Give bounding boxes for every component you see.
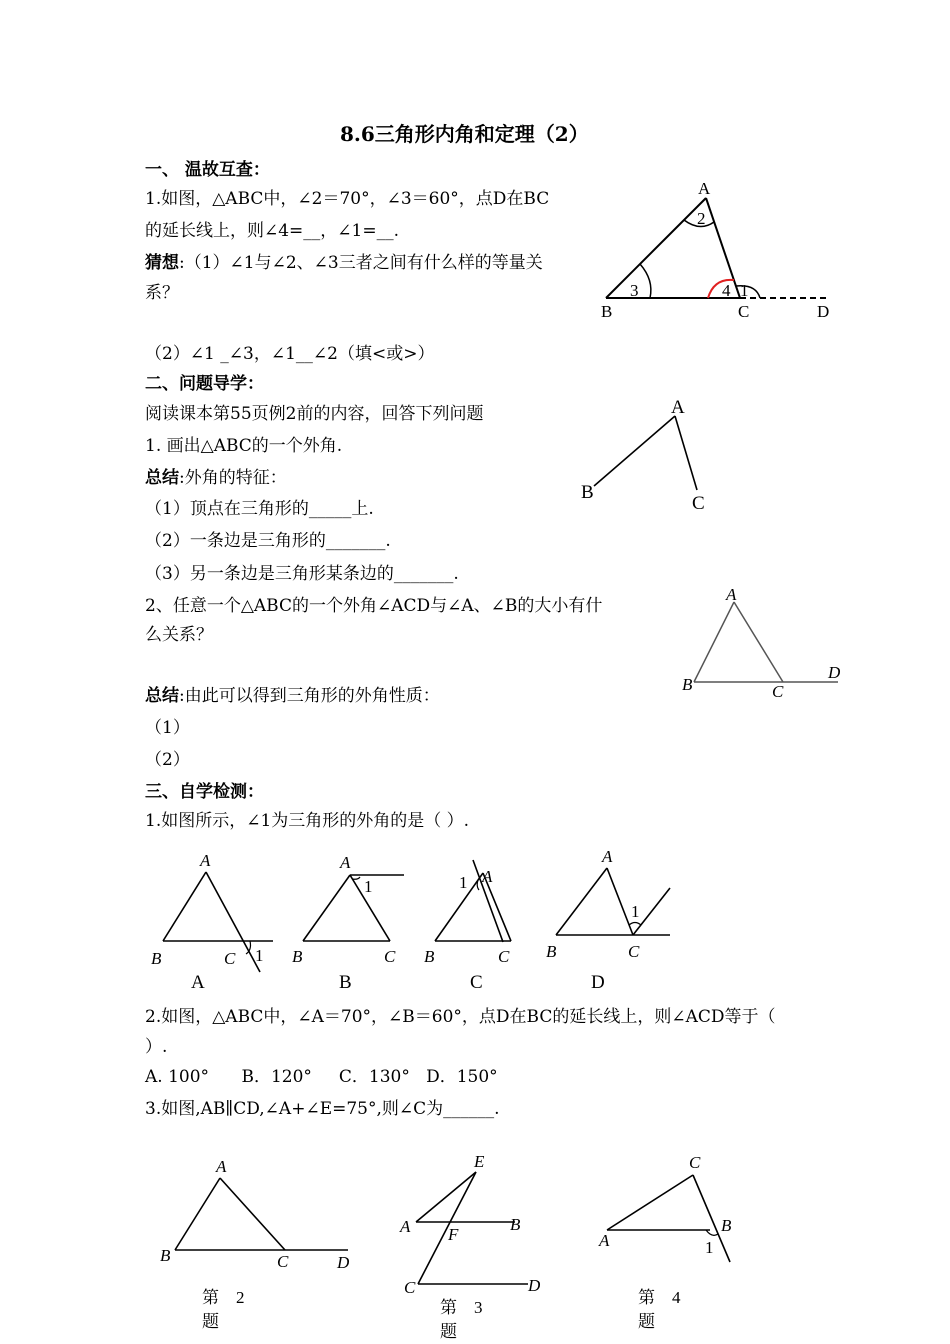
optC-label-C: C xyxy=(498,947,510,966)
summary2-label: 总结 xyxy=(145,686,179,706)
summary-text: :外角的特征： xyxy=(179,468,287,488)
q-fig4-1: 1 xyxy=(705,1238,714,1257)
fig1-angle-2: 2 xyxy=(697,209,706,228)
optC-caption: C xyxy=(470,972,483,993)
optB-label-1: 1 xyxy=(364,877,373,896)
s2-p2: （2） xyxy=(145,750,190,770)
optC-label-1: 1 xyxy=(459,873,468,892)
s1-guess-line2: 系？ xyxy=(145,283,179,303)
fig1-label-A: A xyxy=(698,179,711,198)
optD-caption: D xyxy=(591,972,605,993)
optB-label-C: C xyxy=(384,947,396,966)
s2-s3: （3）另一条边是三角形某条边的_______. xyxy=(145,564,459,584)
summary2-text: :由此可以得到三角形的外角性质： xyxy=(179,686,440,706)
fig1-label-B: B xyxy=(601,302,613,321)
optA-label-C: C xyxy=(224,949,236,968)
q-fig4-caption1: 第 4 xyxy=(638,1288,681,1307)
optD-label-C: C xyxy=(628,942,640,961)
fig-ext-C: C xyxy=(772,682,784,701)
s3-q3: 3.如图,AB∥CD,∠A+∠E=75°,则∠C为______. xyxy=(145,1099,500,1119)
q-fig3-B: B xyxy=(510,1215,521,1234)
optC-label-B: B xyxy=(424,947,435,966)
q-fig3-E: E xyxy=(474,1152,485,1171)
summary-label: 总结 xyxy=(145,468,179,488)
s3-q2-line2: ）. xyxy=(145,1037,168,1057)
q-fig3-A: A xyxy=(400,1217,411,1236)
s3-q2-line1: 2.如图，△ABC中，∠A＝70°，∠B＝60°，点D在BC的延长线上，则∠ACD等于（ xyxy=(145,1007,776,1027)
fig-ext-B: B xyxy=(682,675,693,694)
optA-caption: A xyxy=(191,972,205,993)
s2-q2-line2: 么关系？ xyxy=(145,625,213,645)
q-fig4-caption2: 题 xyxy=(638,1312,655,1331)
guess-text: :（1）∠1与∠2、∠3三者之间有什么样的等量关 xyxy=(179,253,543,273)
s3-q1: 1.如图所示，∠1为三角形的外角的是（ ）. xyxy=(145,811,470,831)
q-fig3-D: D xyxy=(528,1276,541,1295)
fig1-label-D: D xyxy=(817,302,830,321)
q-fig3-F: F xyxy=(448,1225,459,1244)
q-fig4-A: A xyxy=(599,1231,610,1250)
optD-label-A: A xyxy=(602,847,613,866)
page-title: 8.6三角形内角和定理（2） xyxy=(340,122,589,146)
fig-ext-A: A xyxy=(726,585,737,604)
q-fig4-C: C xyxy=(689,1153,701,1172)
s2-p1: （1） xyxy=(145,718,190,738)
optC-label-A: A xyxy=(482,867,493,886)
s2-q1: 1. 画出△ABC的一个外角. xyxy=(145,436,343,456)
fig-bac-A: A xyxy=(671,397,685,418)
fig1-angle-1: 1 xyxy=(740,281,749,300)
q-fig2-B: B xyxy=(160,1246,171,1265)
optB-caption: B xyxy=(339,972,352,993)
optB-label-B: B xyxy=(292,947,303,966)
guess-label: 猜想 xyxy=(145,253,179,273)
optA-label-A: A xyxy=(200,851,211,870)
s2-q2-line1: 2、任意一个△ABC的一个外角∠ACD与∠A、∠B的大小有什 xyxy=(145,596,603,616)
s1-q1-line1: 1.如图，△ABC中，∠2＝70°，∠3＝60°，点D在BC xyxy=(145,189,550,209)
q-fig2-caption1: 第 2 xyxy=(202,1288,245,1307)
optD-label-1: 1 xyxy=(631,902,640,921)
s2-read: 阅读课本第55页例2前的内容，回答下列问题 xyxy=(145,404,484,424)
fig1-angle-3: 3 xyxy=(630,281,639,300)
fig-ext-D: D xyxy=(828,663,841,682)
optA-label-B: B xyxy=(151,949,162,968)
optB-label-A: A xyxy=(340,853,351,872)
fig-bac-C: C xyxy=(692,493,705,514)
fig1-angle-4: 4 xyxy=(722,281,731,300)
q-fig4-B: B xyxy=(721,1216,732,1235)
optA-label-1: 1 xyxy=(255,946,264,965)
optD-label-B: B xyxy=(546,942,557,961)
q-fig2-C: C xyxy=(277,1252,289,1271)
q-fig2-A: A xyxy=(216,1157,227,1176)
section1-heading: 一、 温故互查： xyxy=(145,160,270,180)
q-fig3-C: C xyxy=(404,1278,416,1297)
s1-guess-2: （2）∠1 _∠3，∠1__∠2（填<或>） xyxy=(145,344,435,364)
s1-q1-line2: 的延长线上，则∠4=__，∠1=__. xyxy=(145,221,400,241)
q-fig2-caption2: 题 xyxy=(202,1312,219,1331)
s2-s2: （2）一条边是三角形的_______. xyxy=(145,531,391,551)
s3-q2-choices: A. 100° B．120° C．130° D．150° xyxy=(145,1067,498,1087)
fig1-label-C: C xyxy=(738,302,750,321)
section2-heading: 二、问题导学： xyxy=(145,374,264,394)
section3-heading: 三、自学检测： xyxy=(145,782,264,802)
q-fig3-caption2: 题 xyxy=(440,1322,457,1341)
fig-bac-B: B xyxy=(581,482,594,503)
s2-s1: （1）顶点在三角形的_____上. xyxy=(145,499,374,519)
q-fig2-D: D xyxy=(337,1253,350,1272)
q-fig3-caption1: 第 3 xyxy=(440,1298,483,1317)
